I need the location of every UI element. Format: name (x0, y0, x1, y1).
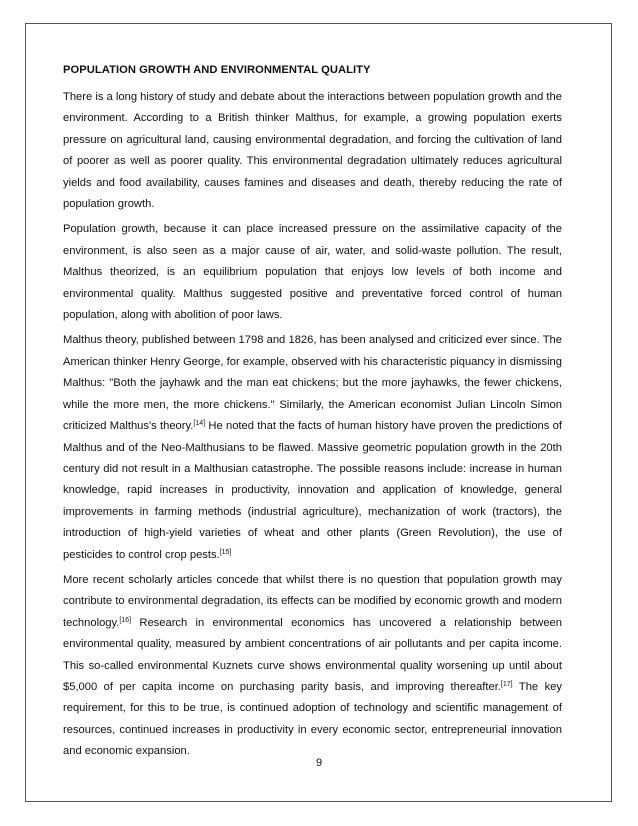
citation-16[interactable]: [16] (119, 616, 132, 624)
paragraph-4-text-a: More recent scholarly articles concede that whilst there is no question that population growth may contribute to environmental degradation, its effects can be modified by economic growth and modern technology. (63, 573, 562, 629)
paragraph-4 (63, 570, 562, 763)
paragraph-3-text-a: Malthus theory, published between 1798 and 1826, has been analysed and criticized ever since. The American thinker Henry George, for example, observed with his characteristic piquancy in dismissing Malthus: "Both the jayhawk and the man eat chickens; but the more jayhawks, the fewer chickens, while the more men, the more chickens." Similarly, the American economist Julian Lincoln Simon criticized Malthus's theory. (63, 334, 562, 433)
paragraph-3-text-b: He noted that the facts of human history have proven the predictions of Malthus and of the Neo-Malthusians to be flawed. Massive geometric population growth in the 20th century did not result in a Malthusian catastrophe. The possible reasons include: increase in human knowledge, rapid increases in productivity, innovation and application of knowledge, general improvements in farming methods (industrial agriculture), mechanization of work (tractors), the introduction of high-yield varieties of wheat and other plants (Green Revolution), the use of pesticides to control crop pests. (63, 420, 562, 561)
page-number: 9 (315, 757, 323, 769)
paragraph-4-text-b: Research in environmental economics has uncovered a relationship between environmental quality, measured by ambient concentrations of air pollutants and per capita income. This so-called environmental Kuznets curve shows environmental quality worsening up until about $5,000 of per capita income on purchasing parity basis, and improving thereafter. (63, 616, 562, 693)
paragraph-2: Population growth, because it can place increased pressure on the assimilative capacity of the environment, is also seen as a major cause of air, water, and solid-waste pollution. The result, Malthus theorized, is an equilibrium population that enjoys low levels of both income and environmental quality. Malthus suggested positive and preventative forced control of human population, along with abolition of poor laws. (63, 223, 562, 322)
paragraph-3 (63, 330, 562, 565)
citation-15[interactable]: [15] (219, 548, 232, 556)
paragraph-1: There is a long history of study and debate about the interactions between population growth and the environment. According to a British thinker Malthus, for example, a growing population exerts pressure on agricultural land, causing environmental degradation, and forcing the cultivation of land of poorer as well as poorer quality. This environmental degradation ultimately reduces agricultural yields and food availability, causes famines and diseases and death, thereby reducing the rate of population growth. (63, 91, 562, 211)
document-body (63, 62, 562, 767)
section-heading: POPULATION GROWTH AND ENVIRONMENTAL QUALITY (63, 64, 371, 76)
citation-17[interactable]: [17] (500, 680, 513, 688)
citation-14[interactable]: [14] (193, 420, 206, 428)
paragraph-4-text-c: The key requirement, for this to be true, is continued adoption of technology and scientific management of resources, continued increases in productivity in every economic sector, entrepreneurial innovation and economic expansion. (63, 680, 563, 758)
